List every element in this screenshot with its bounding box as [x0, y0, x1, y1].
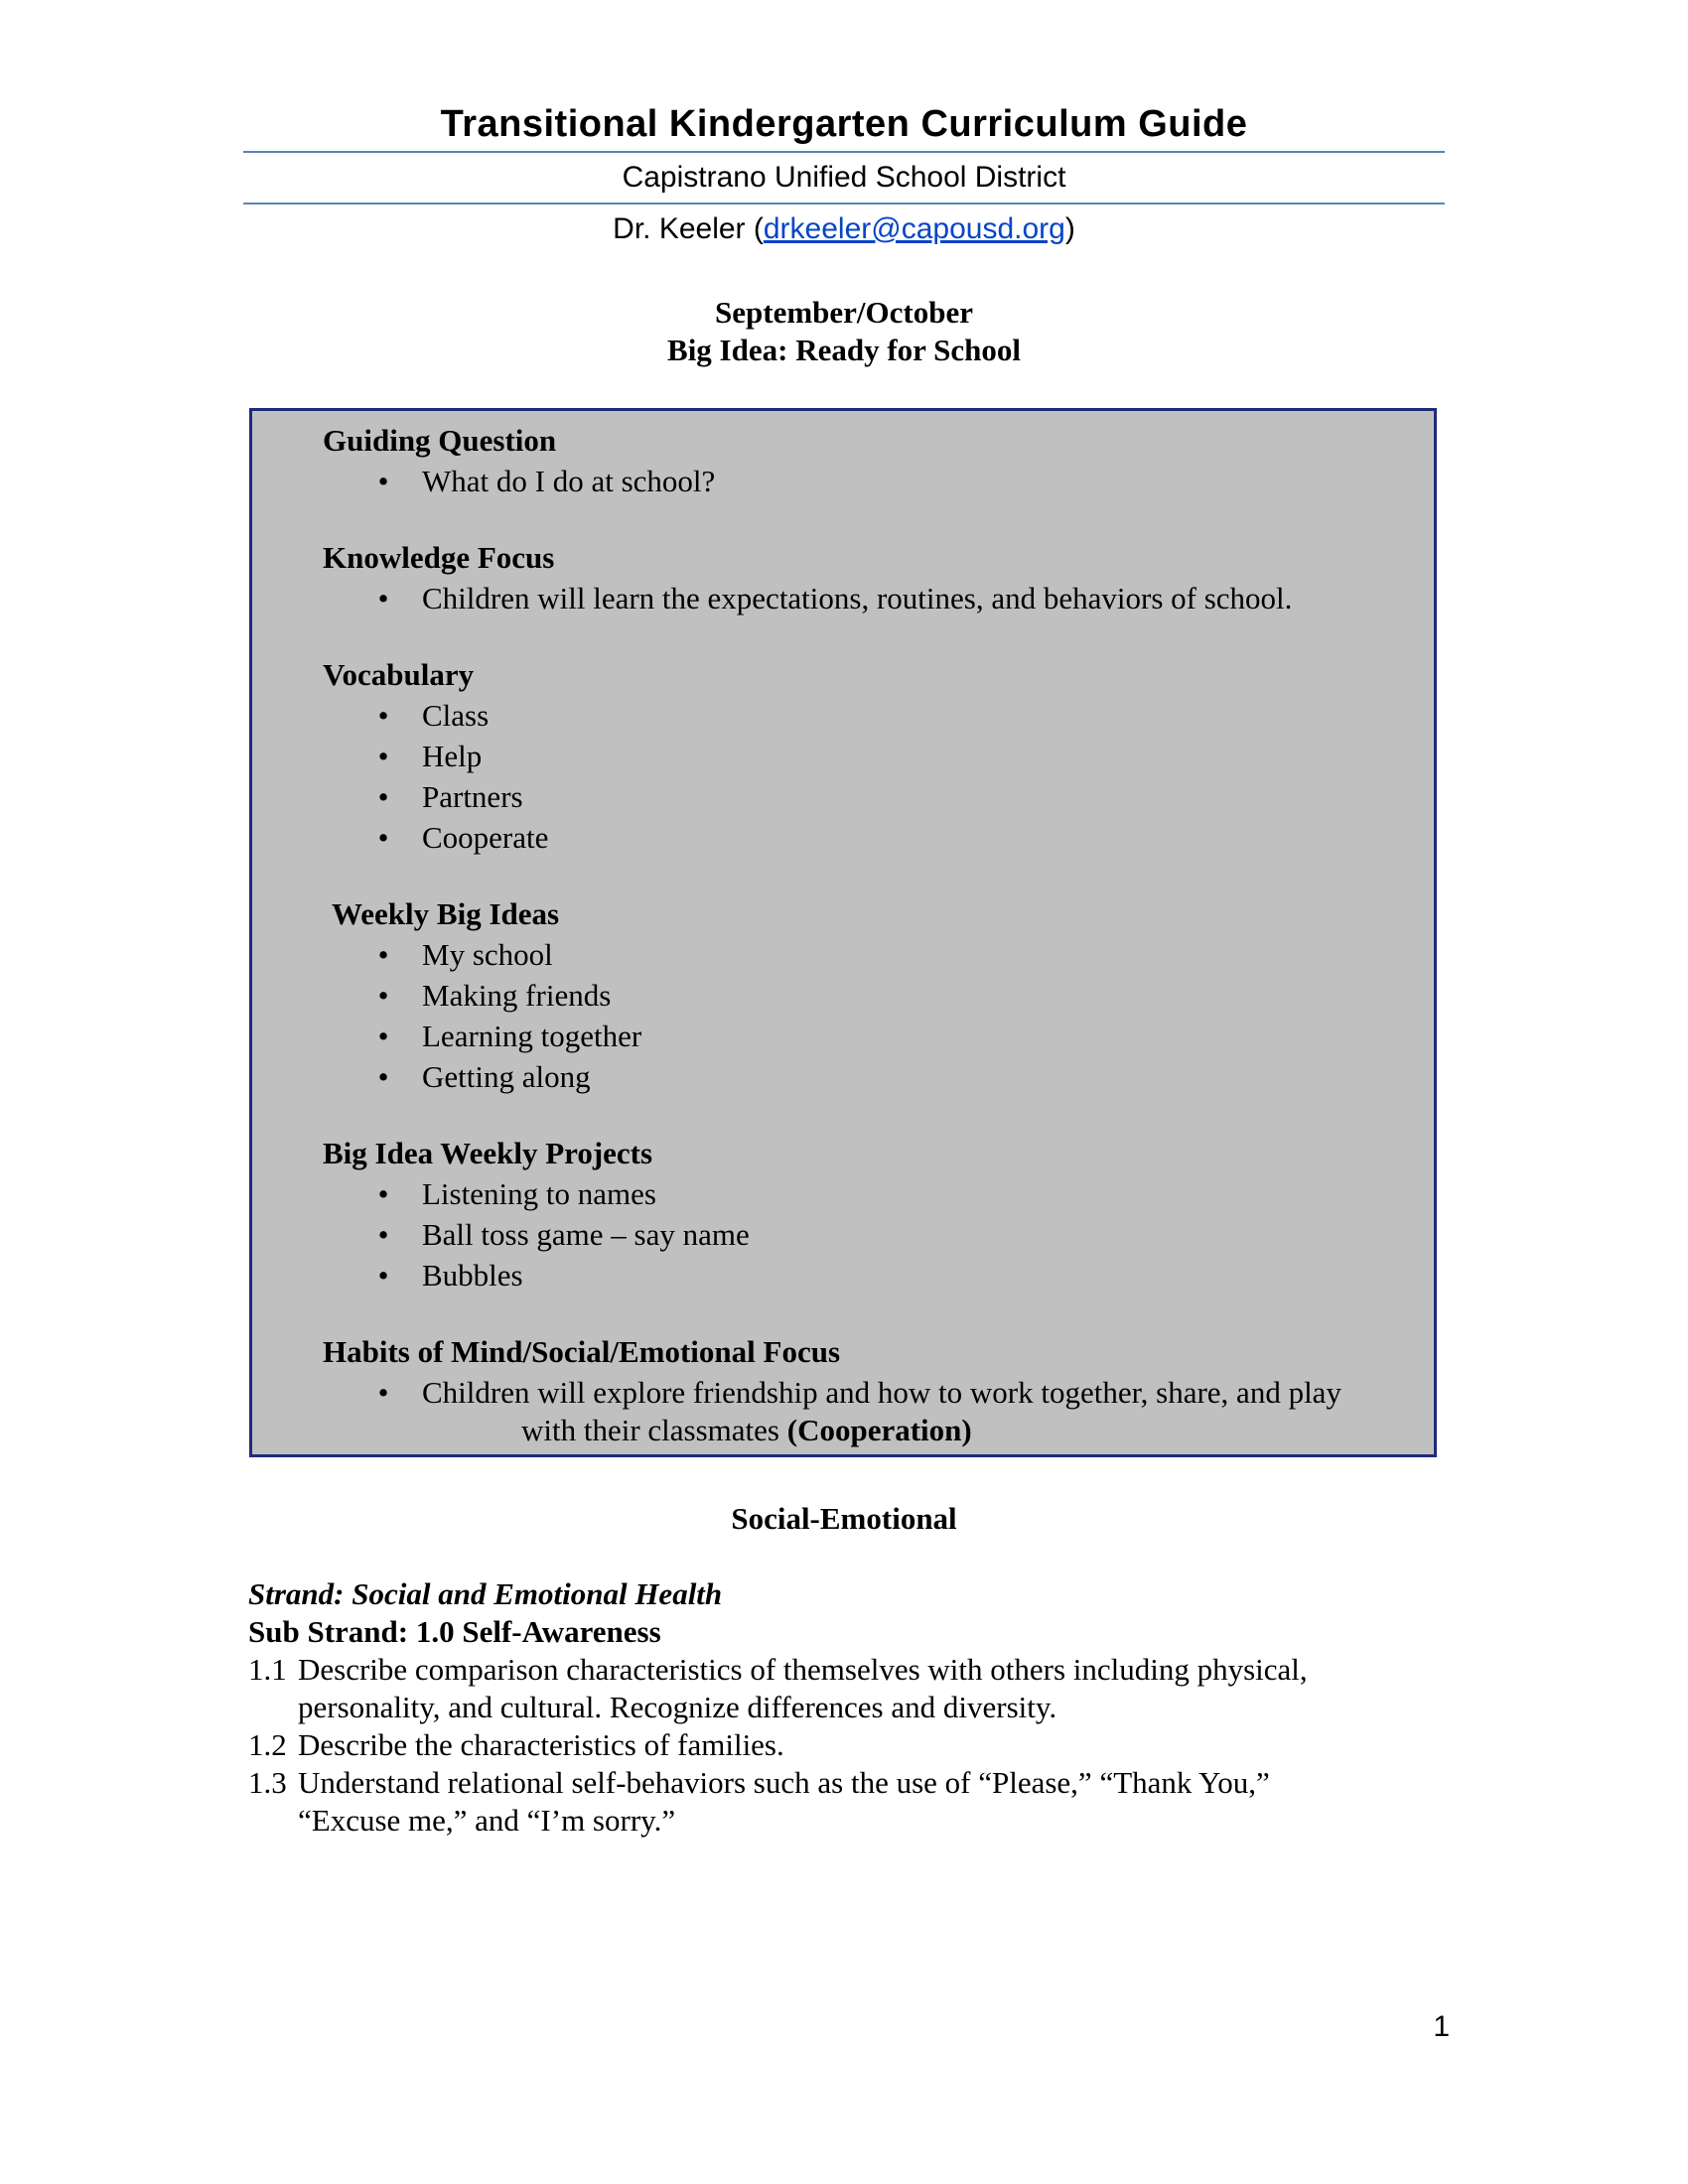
bullet-icon: • — [377, 739, 389, 773]
list-item — [323, 1173, 1425, 1214]
list-item — [323, 934, 1425, 975]
habits-line-2-wrap — [422, 1413, 1425, 1448]
bullet-icon: • — [377, 978, 389, 1013]
bullet-icon: • — [377, 779, 389, 814]
document-title: Transitional Kindergarten Curriculum Guide — [440, 103, 1248, 145]
bullet-icon: • — [377, 698, 389, 733]
list-item-text: Bubbles — [422, 1258, 523, 1293]
vocabulary-list — [323, 695, 1425, 858]
page-number: 1 — [1433, 2010, 1450, 2043]
list-item — [323, 975, 1425, 1016]
habits-line-2-bold: (Cooperation) — [786, 1413, 972, 1447]
list-item-text: My school — [422, 937, 553, 972]
contact-line — [243, 205, 1445, 254]
habits-heading: Habits of Mind/Social/Emotional Focus — [323, 1334, 841, 1369]
bullet-icon: • — [377, 1019, 389, 1053]
district-name: Capistrano Unified School District — [622, 161, 1066, 194]
social-emotional-title: Social-Emotional — [731, 1501, 957, 1536]
contact-email-link[interactable]: drkeeler@capousd.org — [763, 212, 1065, 245]
list-item-text: Class — [422, 698, 490, 733]
list-item — [323, 1016, 1425, 1056]
contact-suffix: ) — [1064, 212, 1075, 245]
list-item-text: Cooperate — [422, 820, 549, 855]
vocabulary-heading: Vocabulary — [323, 657, 475, 692]
unit-summary-box — [249, 408, 1437, 1457]
list-item-text: Getting along — [422, 1059, 591, 1094]
standard-text-line-2: personality, and cultural. Recognize differences and diversity. — [298, 1690, 1057, 1724]
weekly-projects-list — [323, 1173, 1425, 1296]
bullet-icon: • — [377, 1176, 389, 1211]
bullet-icon: • — [377, 1059, 389, 1094]
standard-text-line-1: Describe comparison characteristics of themselves with others including physical, — [298, 1652, 1308, 1687]
sub-strand-heading: Sub Strand: 1.0 Self-Awareness — [248, 1614, 661, 1649]
list-item-text: Children will learn the expectations, routines, and behaviors of school. — [422, 581, 1293, 615]
list-item-text: What do I do at school? — [422, 464, 716, 498]
unit-months: September/October — [715, 295, 973, 330]
habits-line-1: Children will explore friendship and how to work together, share, and play — [422, 1375, 1341, 1410]
standard-item — [248, 1651, 1440, 1726]
strand-section — [248, 1575, 1440, 1840]
bullet-icon: • — [377, 464, 389, 498]
list-item — [323, 1372, 1425, 1448]
list-item — [323, 1056, 1425, 1097]
strand-heading: Strand: Social and Emotional Health — [248, 1576, 723, 1611]
list-item — [323, 736, 1425, 776]
standard-text-line-1: Understand relational self-behaviors such as the use of “Please,” “Thank You,” — [298, 1765, 1270, 1800]
bullet-icon: • — [377, 1217, 389, 1252]
list-item-text: Learning together — [422, 1019, 642, 1053]
standard-number: 1.1 — [248, 1652, 287, 1687]
list-item — [323, 461, 1425, 501]
list-item — [323, 1255, 1425, 1296]
unit-summary-content — [323, 420, 1425, 1448]
bullet-icon: • — [377, 820, 389, 855]
list-item-text: Help — [422, 739, 483, 773]
bullet-icon: • — [377, 1258, 389, 1293]
list-item — [323, 817, 1425, 858]
list-item — [323, 776, 1425, 817]
contact-prefix: Dr. Keeler ( — [613, 212, 764, 245]
list-item-text: Partners — [422, 779, 523, 814]
list-item — [323, 695, 1425, 736]
unit-heading — [243, 294, 1445, 369]
unit-big-idea: Big Idea: Ready for School — [667, 333, 1021, 367]
weekly-projects-heading: Big Idea Weekly Projects — [323, 1136, 653, 1170]
list-item — [323, 578, 1425, 618]
bullet-icon: • — [377, 937, 389, 972]
standard-item — [248, 1726, 1440, 1764]
list-item-text: Making friends — [422, 978, 612, 1013]
standard-text-line-1: Describe the characteristics of families. — [298, 1727, 784, 1762]
list-item-text: Listening to names — [422, 1176, 656, 1211]
standard-text-line-2: “Excuse me,” and “I’m sorry.” — [298, 1803, 676, 1838]
bullet-icon: • — [377, 581, 389, 615]
standard-item — [248, 1764, 1440, 1840]
standard-number: 1.3 — [248, 1765, 287, 1800]
weekly-big-ideas-list — [323, 934, 1425, 1097]
guiding-question-heading: Guiding Question — [323, 423, 557, 458]
guiding-question-list — [323, 461, 1425, 501]
list-item — [323, 1214, 1425, 1255]
habits-line-2: with their classmates — [521, 1413, 787, 1447]
document-header — [243, 97, 1445, 254]
knowledge-focus-list — [323, 578, 1425, 618]
habits-list — [323, 1372, 1425, 1448]
weekly-big-ideas-heading: Weekly Big Ideas — [332, 896, 560, 931]
bullet-icon: • — [377, 1375, 389, 1410]
standard-number: 1.2 — [248, 1727, 287, 1762]
list-item-text: Ball toss game – say name — [422, 1217, 750, 1252]
knowledge-focus-heading: Knowledge Focus — [323, 540, 555, 575]
